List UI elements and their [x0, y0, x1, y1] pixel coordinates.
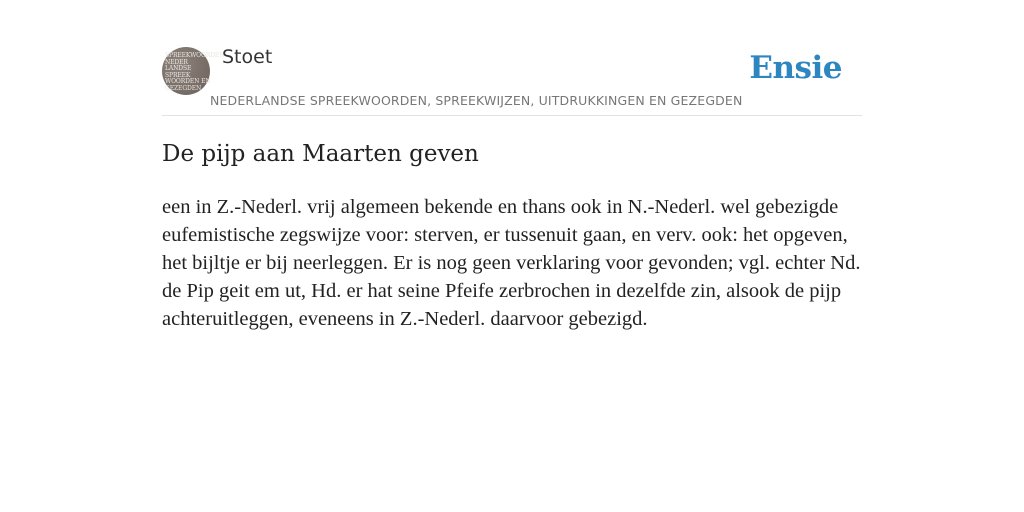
author-avatar[interactable]: [162, 47, 225, 95]
source-subtitle-link[interactable]: NEDERLANDSE SPREEKWOORDEN, SPREEKWIJZEN, UITDRUKKINGEN EN GEZEGDEN: [210, 93, 743, 108]
avatar-logo-text: SPREEKWOORDEN NEDER LANDSE SPREEK WOORDEN EN GEZEGDEN: [165, 52, 225, 92]
page-container: [162, 0, 862, 330]
ensie-logo-link[interactable]: Ensie: [749, 50, 842, 86]
entry-definition: een in Z.-Nederl. vrij algemeen bekende en thans ook in N.-Nederl. wel gebezigde eufemistische zegswijze voor: sterven, er tussenuit gaan, en verv. ook: het opgeven, het bijltje er bij neerleggen. Er is nog geen verklaring voor gevonden; vgl. echter Nd. de Pip geit em ut, Hd. er hat seine Pfeife zerbrochen in dezelfde zin, alsook de pijp achteruitleggen, eveneens in Z.-Nederl. daarvoor gebezigd.: [162, 196, 861, 330]
entry-title: De pijp aan Maarten geven: [162, 141, 479, 167]
author-name-link[interactable]: Stoet: [222, 46, 273, 68]
header: [162, 0, 862, 116]
